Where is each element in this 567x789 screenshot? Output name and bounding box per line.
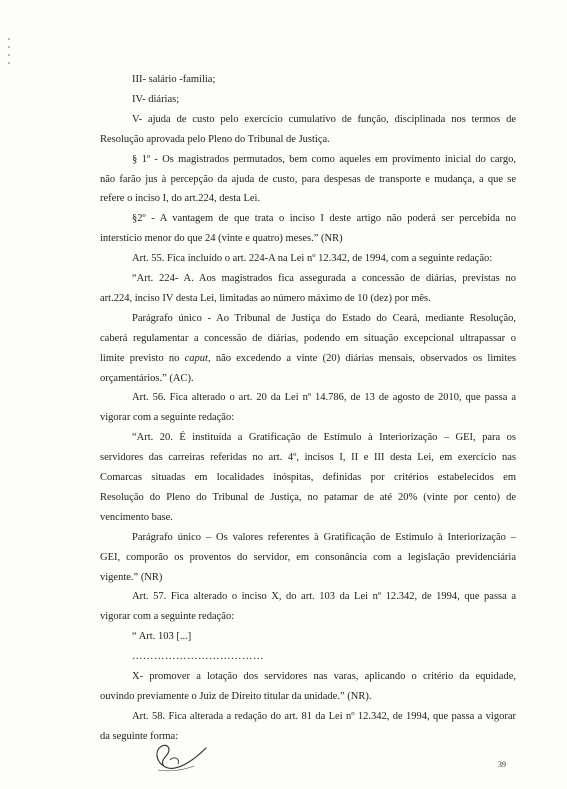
page-number: 39 — [498, 760, 506, 769]
text-line: vigorar com a seguinte redação: — [100, 412, 235, 424]
italic-term: caput — [184, 352, 208, 364]
text-line: V- ajuda de custo pelo exercício cumulativo de função, disciplinada nos termos de — [132, 113, 516, 125]
text-line: interstício menor do que 24 (vinte e quatro) meses.” (NR) — [100, 233, 343, 245]
text-line: ouvindo previamente o Juiz de Direito titular da unidade.” (NR). — [100, 690, 372, 702]
text-line: Comarcas situadas em localidades inóspitas, definidas por critérios estabelecidos em — [100, 472, 516, 483]
text-line: “Art. 20. É instituída a Gratificação de Estímulo à Interiorização – GEI, para os — [132, 432, 516, 444]
text-line: X- promover a lotação dos servidores nas varas, aplicando o critério da equidade, — [132, 671, 516, 682]
text-line: vigente.” (NR) — [100, 571, 163, 583]
text-line: vencimento base. — [100, 511, 173, 523]
text-line: da seguinte forma: — [100, 730, 179, 742]
text-line: III- salário -família; — [132, 74, 216, 85]
text-line: Art. 55. Fica incluído o art. 224-A na Lei nº 12.342, de 1994, com a seguinte redação: — [132, 253, 493, 265]
signature-image — [150, 736, 220, 776]
text-line: Art. 57. Fica alterado o inciso X, do art. 103 da Lei nº 12.342, de 1994, que passa a — [132, 591, 516, 603]
text-line: Art. 58. Fica alterada a redação do art. 81 da Lei nº 12.342, de 1994, que passa a vigorar — [132, 710, 516, 722]
text-line: IV- diárias; — [132, 93, 180, 105]
text-line: servidores das carreiras referidas no art. 4º, incisos I, II e III desta Lei, em exercício nas — [100, 452, 516, 464]
text-line: Parágrafo único - Ao Tribunal de Justiça do Estado do Ceará, mediante Resolução, — [132, 312, 516, 324]
text-line: Resolução aprovada pelo Pleno do Tribunal de Justiça. — [100, 133, 330, 145]
text-line: caberá regulamentar a concessão de diárias, podendo em situação excepcional ultrapassar o — [100, 332, 516, 344]
text-line: limite previsto no caput, não excedendo a vinte (20) diárias mensais, observados os limites — [100, 352, 516, 364]
text-line: Art. 56. Fica alterado o art. 20 da Lei nº 14.786, de 13 de agosto de 2010, que passa a — [132, 392, 516, 404]
text-line: refere o inciso I, do art.224, desta Lei. — [100, 193, 261, 205]
text-line: § 1º - Os magistrados permutados, bem como aqueles em provimento inicial do cargo, — [132, 153, 516, 165]
text-line: ……………………………… — [132, 651, 264, 663]
text-line: “ Art. 103 [...] — [132, 631, 192, 643]
text-line: vigorar com a seguinte redação: — [100, 611, 235, 623]
text-line: não farão jus à percepção da ajuda de custo, para despesas de transporte e mudança, a que se — [100, 173, 516, 185]
text-line: §2º - A vantagem de que trata o inciso I deste artigo não poderá ser percebida no — [132, 213, 516, 225]
text-line: “Art. 224- A. Aos magistrados fica assegurada a concessão de diárias, previstas no — [132, 273, 516, 284]
text-line: Resolução do Pleno do Tribunal de Justiça, no patamar de até 20% (vinte por cento) de — [100, 491, 516, 503]
margin-marks — [6, 38, 12, 68]
text-line: Parágrafo único – Os valores referentes à Gratificação de Estímulo à Interiorização – — [132, 531, 516, 543]
text-line: art.224, inciso IV desta Lei, limitadas ao número máximo de 10 (dez) por mês. — [100, 292, 431, 304]
text-line: GEI, comporão os proventos do servidor, em consonância com a legislação previdenciária — [100, 551, 516, 563]
text-line: orçamentários.” (AC). — [100, 372, 194, 384]
